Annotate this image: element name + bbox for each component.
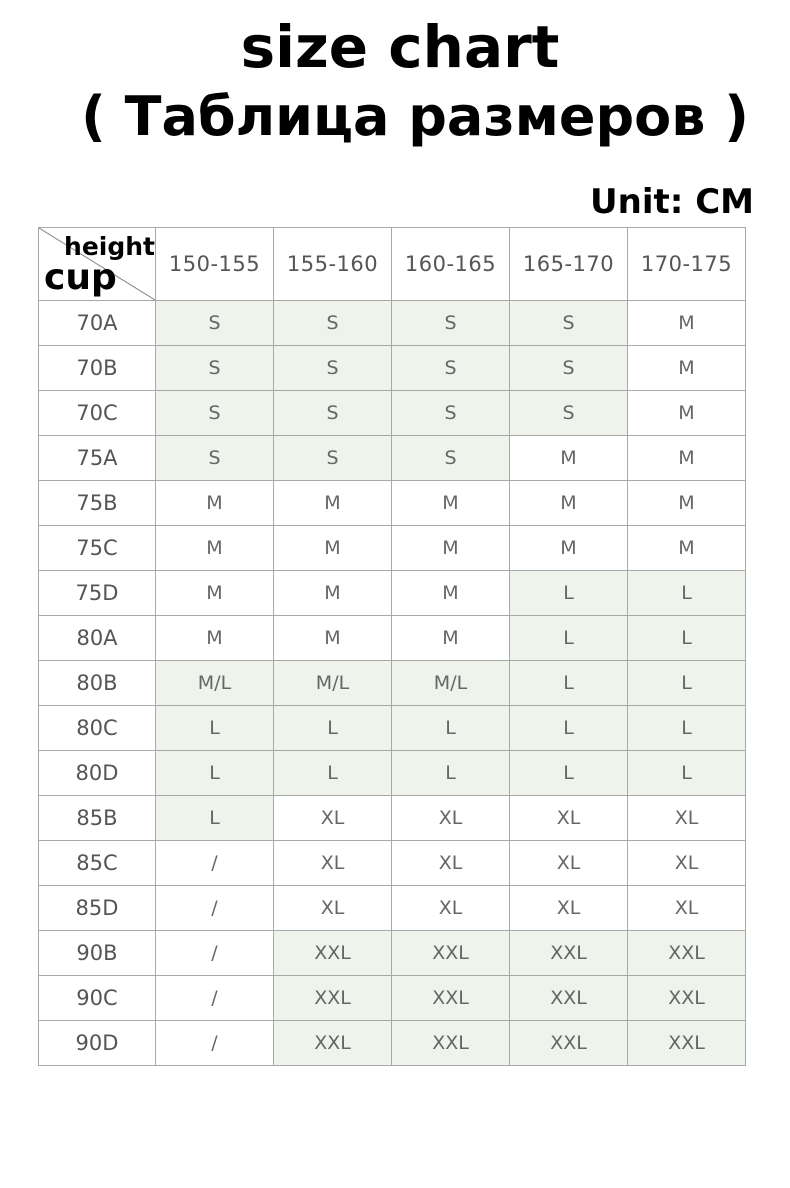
size-cell: M (510, 481, 628, 526)
size-cell: XXL (392, 1021, 510, 1066)
size-cell: XXL (510, 976, 628, 1021)
size-cell: L (156, 706, 274, 751)
size-cell: M (510, 526, 628, 571)
size-cell: S (156, 301, 274, 346)
table-row (39, 661, 746, 706)
size-cell: XXL (628, 931, 746, 976)
table-row (39, 886, 746, 931)
table-body (39, 301, 746, 1066)
size-cell: S (156, 436, 274, 481)
size-cell: M (628, 436, 746, 481)
column-header: 155-160 (274, 228, 392, 301)
size-cell: / (156, 841, 274, 886)
row-header-cup: 90C (39, 976, 156, 1021)
row-header-cup: 75C (39, 526, 156, 571)
size-cell: S (392, 436, 510, 481)
row-header-cup: 70C (39, 391, 156, 436)
size-cell: M (392, 526, 510, 571)
size-cell: / (156, 1021, 274, 1066)
row-header-cup: 85C (39, 841, 156, 886)
page-title: size chart (240, 13, 560, 81)
row-header-cup: 75A (39, 436, 156, 481)
size-cell: M (156, 526, 274, 571)
table-row (39, 481, 746, 526)
column-header: 165-170 (510, 228, 628, 301)
size-cell: S (274, 346, 392, 391)
column-header: 150-155 (156, 228, 274, 301)
size-cell: L (510, 751, 628, 796)
size-cell: L (510, 706, 628, 751)
size-cell: M (628, 346, 746, 391)
size-cell: S (156, 346, 274, 391)
size-cell: XL (274, 796, 392, 841)
size-cell: S (274, 391, 392, 436)
row-header-cup: 80C (39, 706, 156, 751)
table-row (39, 976, 746, 1021)
size-cell: L (156, 796, 274, 841)
size-cell: S (274, 301, 392, 346)
size-cell: XL (392, 886, 510, 931)
corner-cell (39, 228, 156, 301)
column-header: 170-175 (628, 228, 746, 301)
table-row (39, 436, 746, 481)
size-cell: / (156, 976, 274, 1021)
size-cell: S (392, 301, 510, 346)
row-header-cup: 90B (39, 931, 156, 976)
table-row (39, 391, 746, 436)
size-cell: M (274, 526, 392, 571)
size-cell: M (274, 481, 392, 526)
row-header-cup: 80A (39, 616, 156, 661)
size-cell: XXL (510, 931, 628, 976)
size-cell: XL (274, 841, 392, 886)
column-header: 160-165 (392, 228, 510, 301)
size-chart-table (38, 227, 746, 1066)
size-cell: S (156, 391, 274, 436)
size-cell: M/L (274, 661, 392, 706)
size-cell: L (274, 751, 392, 796)
size-cell: M (628, 391, 746, 436)
size-cell: M (510, 436, 628, 481)
table-row (39, 526, 746, 571)
size-cell: M (628, 301, 746, 346)
table-row (39, 301, 746, 346)
size-cell: XL (510, 841, 628, 886)
size-cell: XL (392, 841, 510, 886)
size-cell: XXL (510, 1021, 628, 1066)
row-header-cup: 80B (39, 661, 156, 706)
table-row (39, 706, 746, 751)
size-cell: L (510, 661, 628, 706)
size-cell: XL (628, 886, 746, 931)
table-row (39, 346, 746, 391)
size-cell: / (156, 886, 274, 931)
size-cell: XXL (274, 931, 392, 976)
size-cell: L (628, 751, 746, 796)
unit-label: Unit: CM (590, 182, 754, 222)
size-cell: M (392, 571, 510, 616)
table-row (39, 616, 746, 661)
size-cell: XXL (392, 976, 510, 1021)
size-cell: M (274, 616, 392, 661)
size-cell: L (628, 616, 746, 661)
size-cell: XL (510, 796, 628, 841)
size-cell: M (156, 481, 274, 526)
size-cell: L (628, 571, 746, 616)
size-cell: XL (628, 796, 746, 841)
size-cell: L (274, 706, 392, 751)
row-header-cup: 85D (39, 886, 156, 931)
size-cell: L (156, 751, 274, 796)
row-header-cup: 90D (39, 1021, 156, 1066)
size-cell: M (156, 616, 274, 661)
row-header-cup: 75D (39, 571, 156, 616)
size-cell: L (392, 706, 510, 751)
row-header-cup: 85B (39, 796, 156, 841)
size-cell: XXL (274, 976, 392, 1021)
size-cell: M (392, 616, 510, 661)
size-cell: S (392, 346, 510, 391)
size-cell: XXL (628, 1021, 746, 1066)
table-row (39, 1021, 746, 1066)
size-cell: M (628, 481, 746, 526)
size-cell: XXL (628, 976, 746, 1021)
row-header-cup: 70B (39, 346, 156, 391)
size-cell: L (510, 571, 628, 616)
row-header-cup: 75B (39, 481, 156, 526)
table-row (39, 571, 746, 616)
size-cell: XL (510, 886, 628, 931)
size-cell: M/L (392, 661, 510, 706)
size-cell: / (156, 931, 274, 976)
size-cell: S (510, 391, 628, 436)
size-cell: M (274, 571, 392, 616)
size-cell: S (392, 391, 510, 436)
corner-label-height: height (64, 232, 155, 261)
row-header-cup: 80D (39, 751, 156, 796)
table-row (39, 841, 746, 886)
size-cell: XL (274, 886, 392, 931)
table-header-row (39, 228, 746, 301)
corner-label-cup: cup (44, 257, 117, 298)
size-cell: M (392, 481, 510, 526)
size-cell: M (628, 526, 746, 571)
size-cell: XL (392, 796, 510, 841)
size-cell: S (510, 301, 628, 346)
table-row (39, 931, 746, 976)
page-subtitle: ( Таблица размеров ) (81, 85, 749, 148)
size-cell: XXL (392, 931, 510, 976)
size-cell: S (274, 436, 392, 481)
size-cell: L (628, 706, 746, 751)
size-cell: XXL (274, 1021, 392, 1066)
size-cell: XL (628, 841, 746, 886)
table-row (39, 751, 746, 796)
size-cell: M (156, 571, 274, 616)
size-cell: M/L (156, 661, 274, 706)
size-cell: L (392, 751, 510, 796)
table-row (39, 796, 746, 841)
row-header-cup: 70A (39, 301, 156, 346)
size-cell: L (628, 661, 746, 706)
size-cell: L (510, 616, 628, 661)
size-cell: S (510, 346, 628, 391)
